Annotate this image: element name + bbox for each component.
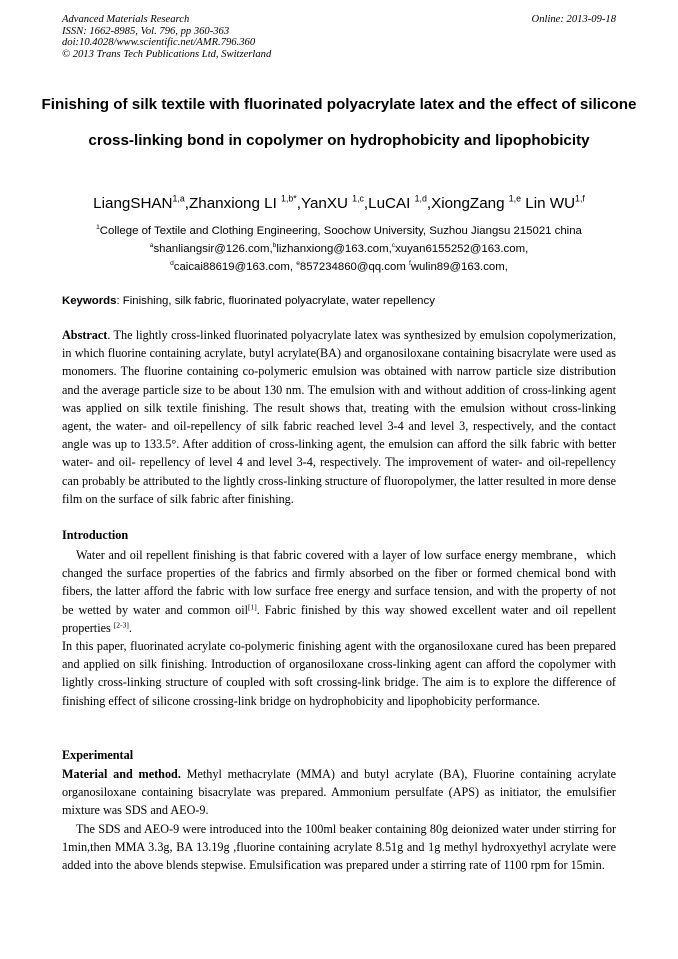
author: LiangSHAN$^{1,a}$ xyxy=(93,193,185,212)
journal-header xyxy=(62,14,271,60)
issn-line: ISSN: 1662-8985, Vol. 796, pp 360-363 xyxy=(62,25,230,37)
email-line-1: $^a$shanliangsir@126.com,$^b$lizhanxiong@163.com,$^c$xuyan6155252@163.com, xyxy=(149,242,529,255)
author: Zhanxiong LI $^{1,b*}$ xyxy=(189,193,297,212)
experimental-body xyxy=(62,765,616,874)
author: Lin WU$^{1,f}$ xyxy=(525,193,585,212)
introduction-paragraph-2: In this paper, fluorinated acrylate co-polymeric finishing agent with the organosiloxane cured has been prepared and applied on silk finishing. Introduction of organosiloxane cross-linking agent can afford the copolymer with lightly cross-linking structure of coupled with soft crossing-link bridge. The aim is to explore the difference of finishing effect of silicone crossing-link bridge on hydrophobicity and lipophobicity performance. xyxy=(62,639,616,708)
experimental-heading: Experimental xyxy=(62,748,134,762)
experimental-paragraph-2: The SDS and AEO-9 were introduced into the 100ml beaker containing 80g deionized water under stirring for 1min,then MMA 3.3g, BA 13.19g ,fluorine containing acrylate 8.51g and 1g methyl hydroxyethyl acrylate were added into the above blends stepwise. Emulsification was prepared under a stirring rate of 1100 rpm for 15min. xyxy=(62,821,616,873)
email: lizhanxiong@163.com xyxy=(276,243,389,255)
keywords xyxy=(62,292,616,310)
citation: [1] xyxy=(247,602,257,612)
email: caicai88619@163.com xyxy=(173,261,290,273)
email-line-2: $^d$caicai88619@163.com, $^e$857234860@qq.com $^f$wulin89@163.com, xyxy=(170,260,508,273)
journal-name: Advanced Materials Research xyxy=(62,14,190,25)
author-list: LiangSHAN$^{1,a}$,Zhanxiong LI $^{1,b*}$,YanXU $^{1,c}$,LuCAI $^{1,d}$,XiongZang $^{1,e}$ Lin WU$^{1,f}$ xyxy=(93,193,585,212)
author: XiongZang $^{1,e}$ xyxy=(431,193,522,212)
author: LuCAI $^{1,d}$ xyxy=(368,193,427,212)
email: 857234860@qq.com xyxy=(299,261,406,273)
paper-title: Finishing of silk textile with fluorinated polyacrylate latex and the effect of silicone cross-linking bond in copolymer on hydrophobicity and lipophobicity xyxy=(41,96,637,149)
citation: [2-3] xyxy=(113,620,129,630)
email: xuyan6155252@163.com xyxy=(395,243,526,255)
email: shanliangsir@126.com xyxy=(153,243,270,255)
affiliation: $^1$College of Textile and Clothing Engineering, Soochow University, Suzhou Jiangsu 215021 china xyxy=(96,224,582,237)
keywords-label: Keywords xyxy=(62,295,117,307)
material-method-label: Material and method. xyxy=(62,767,181,781)
abstract-label: Abstract xyxy=(62,328,108,342)
abstract xyxy=(62,326,616,508)
introduction-paragraph-1: Water and oil repellent finishing is that fabric covered with a layer of low surface energy membrane，which changed the surface properties of the fabrics and firmly absorbed on the fiber or formed chemical bond with fibers, the latter afford the fabric with low surface free energy and surface tension, and with the property of not be wetted by water and common oil[1]. Fabric finished by this way showed excellent water and oil repellent properties [2-3]. xyxy=(62,548,616,635)
online-date: Online: 2013-09-18 xyxy=(531,14,616,25)
introduction-body xyxy=(62,546,616,710)
email: wulin89@163.com xyxy=(410,261,505,273)
experimental-paragraph-1: Material and method. Methyl methacrylate (MMA) and butyl acrylate (BA), Fluorine containing acrylate organosiloxane containing bisacrylate was prepared. Ammonium persulfate (APS) as initiator, the emulsifier mixture was SDS and AEO-9. xyxy=(62,767,617,818)
keywords-text: : Finishing, silk fabric, fluorinated polyacrylate, water repellency xyxy=(116,295,435,307)
copyright-line: © 2013 Trans Tech Publications Ltd, Switzerland xyxy=(62,48,272,60)
abstract-text: . The lightly cross-linked fluorinated polyacrylate latex was synthesized by emulsion copolymerization, in which fluorine containing acrylate, butyl acrylate(BA) and organosiloxane containing bisacrylate were used as monomers. The fluorine containing co-polymeric emulsion was obtained with narrow particle size distribution and the average particle size to be about 130 nm. The emulsion with and without addition of cross-linking agent was applied on silk textile finishing. The result shows that, treating with the emulsion without cross-linking agent, the water- and oil-repellency of silk fabric reached level 3-4 and level 3, respectively, and the contact angle was up to 133.5°. After addition of cross-linking agent, the emulsion can afford the silk fabric with better water- and oil- repellency of level 4 and level 3-4, respectively. The improvement of water- and oil-repellency can probably be attributed to the lightly cross-linking structure of fluoropolymer, the latter resulted in more dense film on the surface of silk fabric after finishing. xyxy=(62,328,616,506)
doi-line: doi:10.4028/www.scientific.net/AMR.796.360 xyxy=(62,37,256,49)
author: YanXU $^{1,c}$ xyxy=(300,193,364,212)
introduction-heading: Introduction xyxy=(62,528,129,542)
